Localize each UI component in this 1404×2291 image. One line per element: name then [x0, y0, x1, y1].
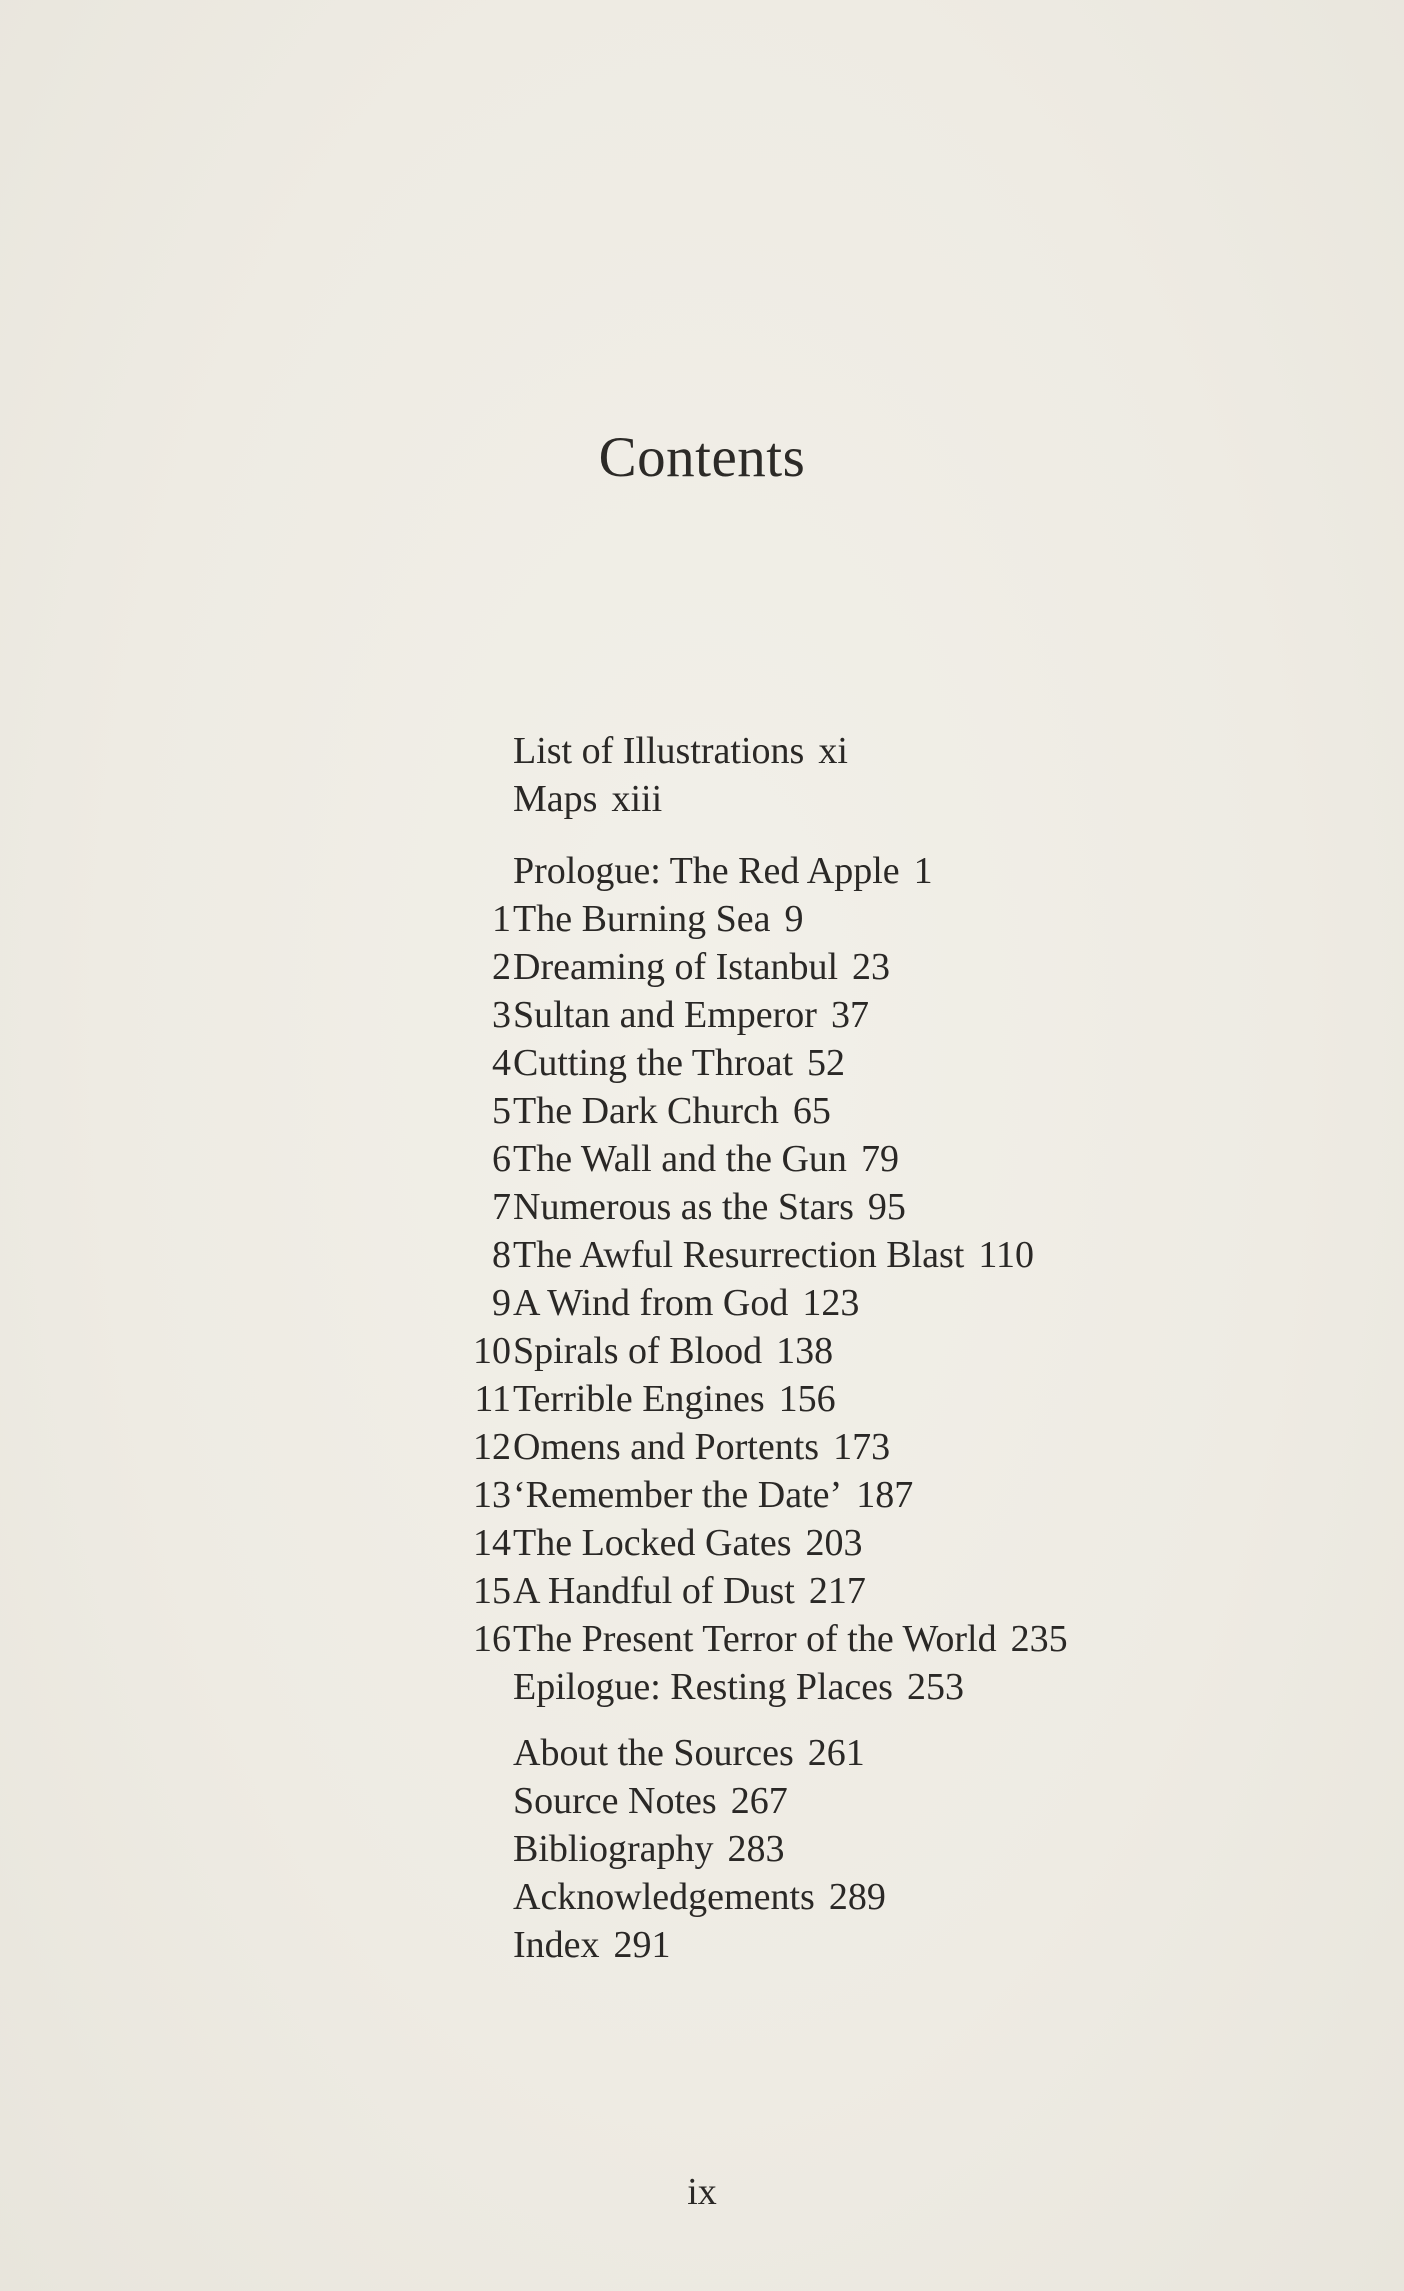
- toc-entry-chapter: [0, 1567, 1404, 1615]
- entry-page: 289: [828, 1876, 886, 1918]
- chapter-number: 11: [474, 1378, 511, 1420]
- chapter-number: 9: [492, 1282, 511, 1324]
- entry-page: 95: [867, 1186, 906, 1228]
- toc-entry-bibliography: [0, 1825, 1404, 1873]
- entry-page: 9: [784, 898, 804, 940]
- entry-title: About the Sources: [513, 1732, 794, 1774]
- toc-entry-chapter: [0, 1327, 1404, 1375]
- chapter-number: 1: [492, 898, 511, 940]
- chapter-number: 7: [492, 1186, 511, 1228]
- toc-entry-chapter: [0, 1423, 1404, 1471]
- chapter-number: 15: [473, 1570, 511, 1612]
- entry-title: Acknowledgements: [513, 1876, 815, 1918]
- entry-title: Cutting the Throat: [513, 1042, 794, 1084]
- entry-title: Source Notes: [513, 1780, 717, 1822]
- chapter-number: 13: [473, 1474, 511, 1516]
- chapter-number: 12: [473, 1426, 511, 1468]
- entry-page: 23: [852, 946, 891, 988]
- entry-title: Index: [513, 1924, 600, 1966]
- entry-title: Spirals of Blood: [513, 1330, 763, 1372]
- chapter-number: 5: [492, 1090, 511, 1132]
- chapter-number: 4: [492, 1042, 511, 1084]
- entry-title: The Present Terror of the World: [513, 1618, 997, 1660]
- toc-entry-chapter: [0, 1375, 1404, 1423]
- entry-title: Prologue: The Red Apple: [513, 850, 900, 892]
- page-title: Contents: [598, 426, 806, 489]
- toc-entry-list-of-illustrations: [0, 727, 1404, 775]
- toc-entry-chapter: [0, 1615, 1404, 1663]
- entry-page: 291: [613, 1924, 671, 1966]
- toc-entry-chapter: [0, 1135, 1404, 1183]
- toc-entry-prologue: [0, 847, 1404, 895]
- toc-entry-source-notes: [0, 1777, 1404, 1825]
- entry-page: 173: [833, 1426, 891, 1468]
- entry-page: 156: [778, 1378, 836, 1420]
- toc-entry-acknowledgements: [0, 1873, 1404, 1921]
- entry-page: 261: [807, 1732, 865, 1774]
- entry-title: Epilogue: Resting Places: [513, 1666, 893, 1708]
- entry-title: The Wall and the Gun: [513, 1138, 847, 1180]
- entry-title: Terrible Engines: [513, 1378, 765, 1420]
- entry-title: Maps: [513, 778, 598, 820]
- entry-page: 203: [805, 1522, 863, 1564]
- entry-title: ‘Remember the Date’: [513, 1474, 843, 1516]
- entry-page: 283: [727, 1828, 785, 1870]
- toc-entry-chapter: [0, 991, 1404, 1039]
- entry-title: Bibliography: [513, 1828, 714, 1870]
- entry-page: 79: [860, 1138, 899, 1180]
- toc-entry-epilogue: [0, 1663, 1404, 1711]
- entry-title: The Dark Church: [513, 1090, 779, 1132]
- toc-entry-chapter: [0, 1183, 1404, 1231]
- entry-title: Numerous as the Stars: [513, 1186, 854, 1228]
- entry-title: Dreaming of Istanbul: [513, 946, 839, 988]
- entry-page: 235: [1010, 1618, 1068, 1660]
- entry-page: 187: [856, 1474, 914, 1516]
- chapter-number: 6: [492, 1138, 511, 1180]
- entry-page: 253: [906, 1666, 964, 1708]
- entry-title: The Locked Gates: [513, 1522, 792, 1564]
- entry-page: 1: [913, 850, 933, 892]
- entry-page: 37: [830, 994, 869, 1036]
- chapter-number: 2: [492, 946, 511, 988]
- entry-title: Omens and Portents: [513, 1426, 820, 1468]
- chapter-number: 10: [473, 1330, 511, 1372]
- toc-entry-chapter: [0, 895, 1404, 943]
- entry-page: 65: [792, 1090, 831, 1132]
- chapter-number: 14: [473, 1522, 511, 1564]
- toc-entry-chapter: [0, 1519, 1404, 1567]
- chapter-number: 3: [492, 994, 511, 1036]
- entry-page: 123: [802, 1282, 860, 1324]
- chapter-number: 8: [492, 1234, 511, 1276]
- toc-entry-chapter: [0, 1231, 1404, 1279]
- page-number: ix: [687, 2171, 717, 2213]
- toc-entry-index: [0, 1921, 1404, 1969]
- entry-page: 138: [776, 1330, 834, 1372]
- entry-page: 267: [730, 1780, 788, 1822]
- entry-title: Sultan and Emperor: [513, 994, 817, 1036]
- entry-page: 110: [978, 1234, 1034, 1276]
- entry-title: The Awful Resurrection Blast: [513, 1234, 965, 1276]
- entry-title: A Wind from God: [513, 1282, 789, 1324]
- entry-page: 217: [808, 1570, 866, 1612]
- toc-entry-about-the-sources: [0, 1729, 1404, 1777]
- toc-entry-chapter: [0, 943, 1404, 991]
- entry-title: The Burning Sea: [513, 898, 771, 940]
- entry-page: xiii: [611, 778, 663, 820]
- chapter-number: 16: [473, 1618, 511, 1660]
- toc-entry-chapter: [0, 1279, 1404, 1327]
- entry-page: 52: [807, 1042, 846, 1084]
- entry-title: A Handful of Dust: [513, 1570, 795, 1612]
- entry-title: List of Illustrations: [513, 730, 805, 772]
- toc-entry-chapter: [0, 1471, 1404, 1519]
- toc-entry-chapter: [0, 1039, 1404, 1087]
- entry-page: xi: [818, 730, 848, 772]
- toc-entry-maps: [0, 775, 1404, 823]
- toc-entry-chapter: [0, 1087, 1404, 1135]
